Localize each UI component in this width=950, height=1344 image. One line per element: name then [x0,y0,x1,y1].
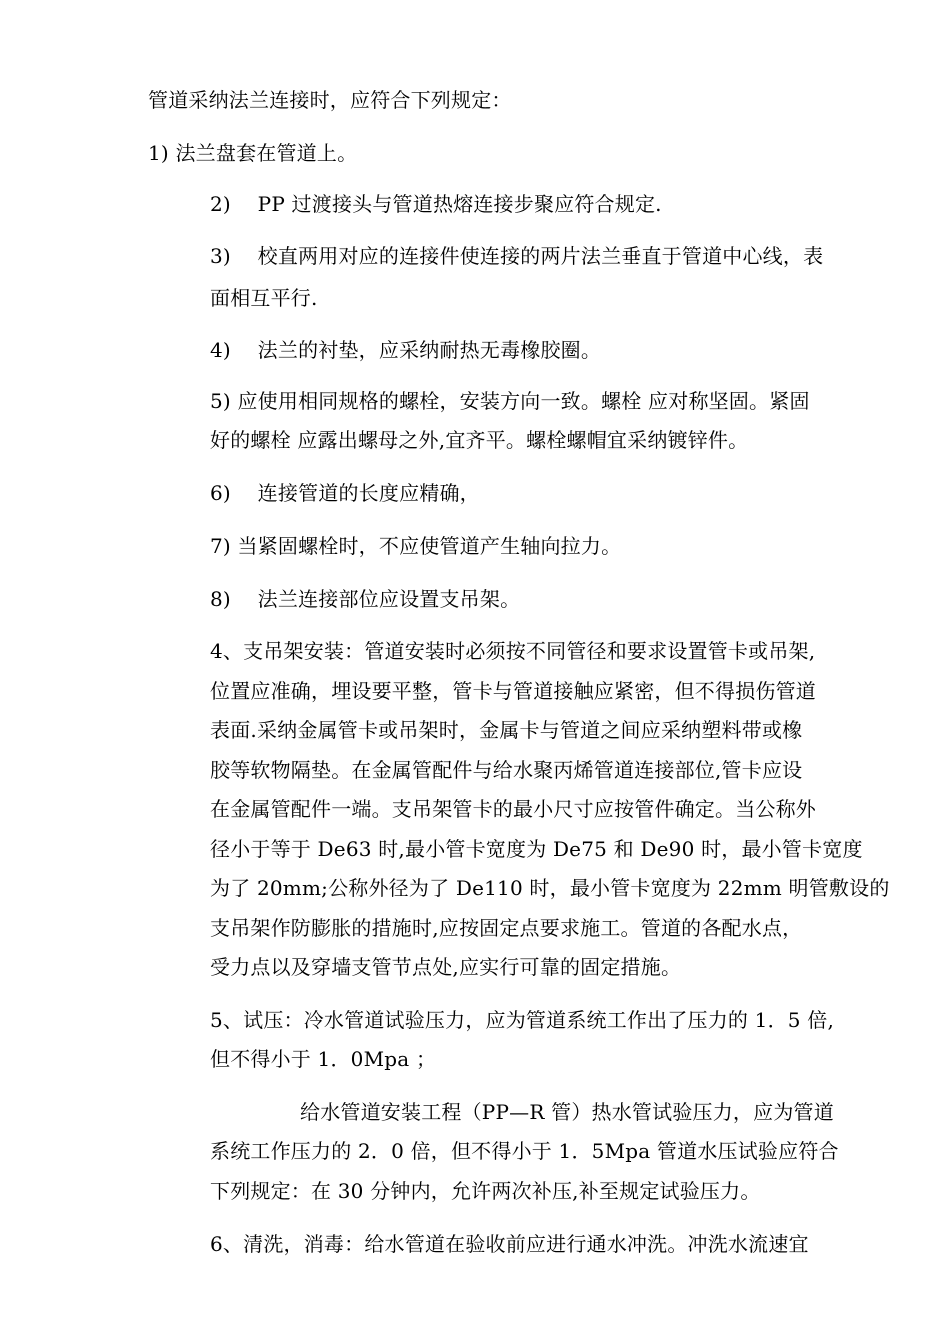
text-line: 受力点以及穿墙支管节点处,应实行可靠的固定措施。 [210,955,682,979]
text-line: 3) 校直两用对应的连接件使连接的两片法兰垂直于管道中心线，表 [210,244,824,268]
text-line: 支吊架作防膨胀的措施时,应按固定点要求施工。管道的各配水点， [210,916,803,940]
text-line: 4、支吊架安装：管道安装时必须按不同管径和要求设置管卡或吊架, [210,639,816,663]
text-line: 位置应准确，埋设要平整，管卡与管道接触应紧密，但不得损伤管道 [210,679,816,703]
text-line: 好的螺栓 应露出螺母之外,宜齐平。螺栓螺帽宜采纳镀锌件。 [210,428,749,452]
text-line: 但不得小于 1．0Mpa ； [210,1047,437,1071]
text-line: 下列规定：在 30 分钟内，允许两次补压,补至规定试验压力。 [210,1179,761,1203]
text-line: 5) 应使用相同规格的螺栓，安装方向一致。螺栓 应对称坚固。紧固 [210,389,810,413]
text-line: 管道采纳法兰连接时，应符合下列规定： [148,88,512,112]
text-line: 径小于等于 De63 时,最小管卡宽度为 De75 和 De90 时，最小管卡宽度 [210,837,863,861]
text-line: 5、试压：冷水管道试验压力，应为管道系统工作出了压力的 1．5 倍, [210,1008,835,1032]
text-line: 面相互平行. [210,286,318,310]
text-line: 6、清洗，消毒：给水管道在验收前应进行通水冲洗。冲洗水流速宜 [210,1232,809,1256]
text-line: 给水管道安装工程（PP—R 管）热水管试验压力，应为管道 [300,1100,834,1124]
text-line: 4) 法兰的衬垫，应采纳耐热无毒橡胶圈。 [210,338,602,362]
text-line: 系统工作压力的 2．0 倍，但不得小于 1．5Mpa 管道水压试验应符合 [210,1139,839,1163]
text-line: 8) 法兰连接部位应设置支吊架。 [210,587,521,611]
text-line: 1) 法兰盘套在管道上。 [148,141,358,165]
text-line: 2) PP 过渡接头与管道热熔连接步聚应符合规定. [210,192,662,216]
text-line: 6) 连接管道的长度应精确， [210,481,480,505]
text-line: 胶等软物隔垫。在金属管配件与给水聚丙烯管道连接部位,管卡应设 [210,758,803,782]
text-line: 为了 20mm;公称外径为了 De110 时，最小管卡宽度为 22mm 明管敷设的 [210,876,890,900]
text-line: 7) 当紧固螺栓时，不应使管道产生轴向拉力。 [210,534,622,558]
text-line: 表面.采纳金属管卡或吊架时，金属卡与管道之间应采纳塑料带或橡 [210,718,803,742]
text-line: 在金属管配件一端。支吊架管卡的最小尺寸应按管件确定。当公称外 [210,797,816,821]
